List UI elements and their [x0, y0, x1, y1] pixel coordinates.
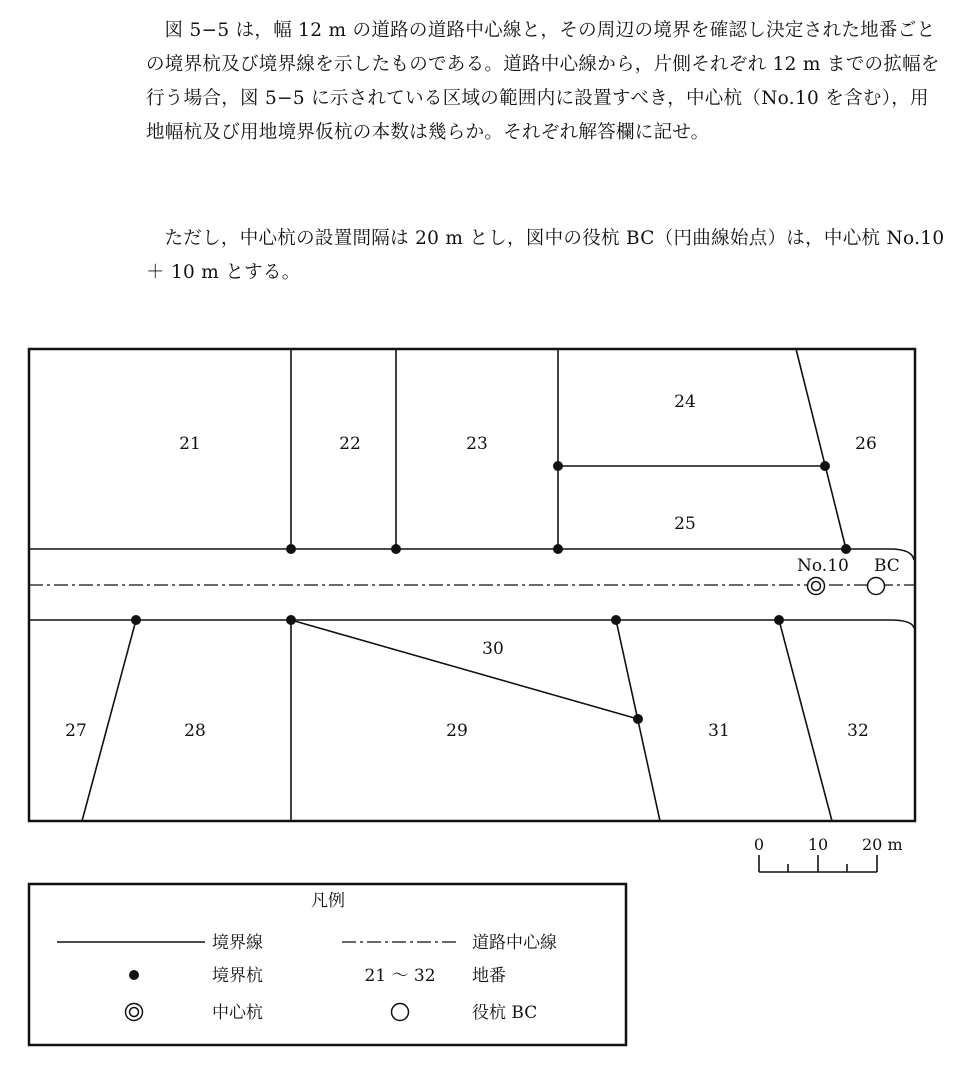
parcel-label-29: 29 [446, 721, 468, 741]
parcel-label-26: 26 [855, 434, 877, 454]
boundary-stake [611, 615, 621, 625]
parcel-label-30: 30 [482, 639, 504, 659]
boundary-line [82, 620, 136, 821]
boundary-stakes [131, 461, 851, 724]
legend-bc-stake-sample [392, 1004, 409, 1021]
parcel-label-28: 28 [184, 721, 206, 741]
legend-title: 凡例 [311, 891, 345, 911]
scale-tick-20: 20 m [862, 835, 903, 854]
parcel-label-22: 22 [339, 434, 361, 454]
road-edge-north [29, 549, 914, 560]
center-stake-label: No.10 [797, 556, 849, 576]
scale-tick-10: 10 [807, 835, 829, 854]
parcel-label-32: 32 [847, 721, 869, 741]
parcel-label-25: 25 [674, 514, 696, 534]
boundary-stake [131, 615, 141, 625]
boundary-line [291, 620, 638, 719]
boundary-stake [286, 615, 296, 625]
boundary-stake [820, 461, 830, 471]
problem-text-1: 図 5−5 は，幅 12 m の道路の道路中心線と，その周辺の境界を確認し決定された地番ごとの境界杭及び境界線を示したものである。道路中心線から，片側それぞれ 12 m までの拡幅を行う場合，図 5−5 に示されている区域の範囲内に設置すべき，中心杭（No.10 を含む），用地幅杭及び用地境界仮杭の本数は幾らか。それぞれ解答欄に記せ。 [146, 20, 940, 143]
problem-text-2: ただし，中心杭の設置間隔は 20 m とし，図中の役杭 BC（円曲線始点）は，中心杭 No.10 ＋ 10 m とする。 [146, 228, 945, 283]
parcel-label-24: 24 [674, 392, 696, 412]
parcel-label-21: 21 [179, 434, 201, 454]
boundary-stake [391, 544, 401, 554]
legend-parcel-label: 地番 [472, 966, 506, 986]
boundary-stake [553, 544, 563, 554]
legend-centerline-label: 道路中心線 [472, 933, 557, 953]
legend-bc-stake-label: 役杭 BC [472, 1003, 538, 1023]
parcel-label-23: 23 [466, 434, 488, 454]
boundary-line [796, 349, 846, 549]
boundary-line [779, 620, 832, 821]
boundary-stake [286, 544, 296, 554]
boundary-stake [633, 714, 643, 724]
legend-boundary-stake-label: 境界杭 [212, 966, 263, 986]
boundary-stake [774, 615, 784, 625]
boundary-stake [841, 544, 851, 554]
parcel-label-31: 31 [708, 721, 730, 741]
parcel-label-27: 27 [65, 721, 87, 741]
legend-boundary-line-label: 境界線 [212, 933, 263, 953]
scale-bar [759, 855, 877, 872]
bc-label: BC [874, 556, 900, 576]
legend-parcel-range: 21 ～ 32 [364, 966, 436, 986]
legend-boundary-stake-sample [129, 970, 139, 980]
scale-tick-0: 0 [753, 835, 765, 854]
legend-center-stake-label: 中心杭 [212, 1003, 263, 1023]
bc-stake [868, 578, 885, 595]
legend-center-stake-sample [126, 1004, 143, 1021]
center-stake-no10 [808, 578, 825, 595]
boundary-stake [553, 461, 563, 471]
